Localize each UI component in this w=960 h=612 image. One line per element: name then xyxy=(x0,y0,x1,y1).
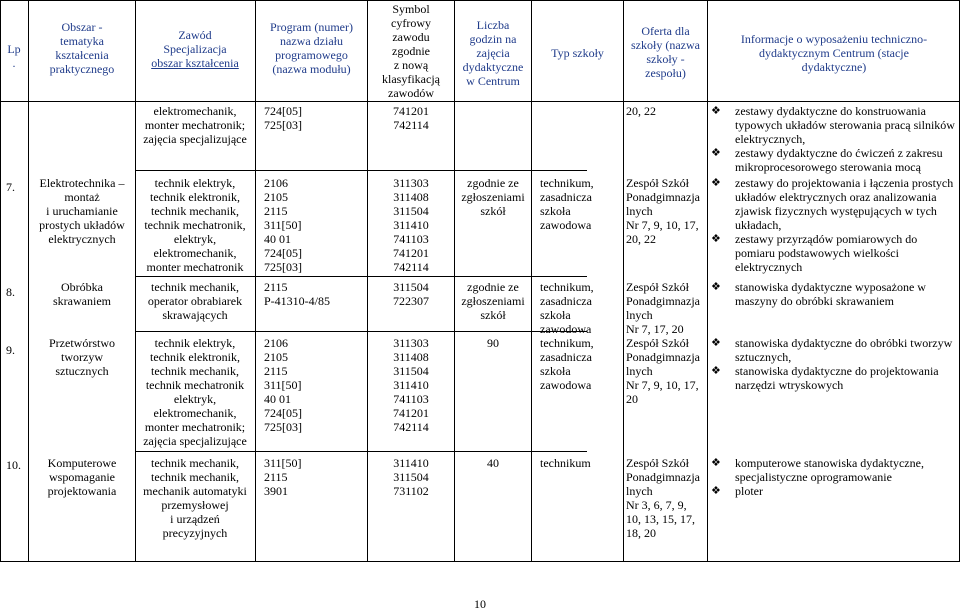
row-school: technikum, zasadnicza szkoła zawodowa xyxy=(540,280,594,336)
diamond-bullet-icon: ❖ xyxy=(711,337,721,349)
info-item: ❖ zestawy przyrządów pomiarowych do pomiaru podstawowych wielkości elektrycznych xyxy=(711,232,918,274)
col-divider xyxy=(707,0,708,562)
row-lp: 10. xyxy=(6,458,21,472)
row-info xyxy=(711,456,957,498)
diamond-bullet-icon: ❖ xyxy=(711,485,721,497)
diamond-bullet-icon: ❖ xyxy=(711,365,721,377)
row-divider xyxy=(135,331,587,332)
info-item: ❖ ploter xyxy=(711,484,763,498)
row-lp: 7. xyxy=(6,180,15,194)
table-border-bottom xyxy=(0,561,960,562)
row-symbol: 311410 311504 731102 xyxy=(393,456,429,498)
header-program: Program (numer) nazwa działu programowego (nazwa modułu) xyxy=(270,20,353,76)
diamond-bullet-icon: ❖ xyxy=(711,281,721,293)
col-divider xyxy=(367,0,368,562)
top-row-offer: 20, 22 xyxy=(626,104,656,118)
row-program: 2106 2105 2115 311[50] 40 01 724[05] 725[03] xyxy=(264,336,302,434)
row-divider xyxy=(135,170,587,171)
row-area: Przetwórstwo tworzyw sztucznych xyxy=(49,336,115,378)
header-symbol: Symbol cyfrowy zawodu zgodnie z nową klasyfikacją zawodów xyxy=(382,2,440,100)
col-divider xyxy=(0,0,1,562)
col-divider xyxy=(135,0,136,562)
header-info: Informacje o wyposażeniu techniczno- dydaktycznym Centrum (stacje dydaktyczne) xyxy=(740,32,928,74)
row-info xyxy=(711,336,957,392)
col-divider xyxy=(454,0,455,562)
row-lp: 9. xyxy=(6,343,15,357)
row-hours: zgodnie ze zgłoszeniami szkół xyxy=(461,280,525,322)
col-divider xyxy=(255,0,256,562)
row-area: Obróbka skrawaniem xyxy=(53,280,111,308)
row-school: technikum, zasadnicza szkoła zawodowa xyxy=(540,336,594,392)
info-item: ❖ komputerowe stanowiska dydaktyczne, specjalistyczne oprogramowanie xyxy=(711,456,924,484)
info-item: ❖ zestawy dydaktyczne do ćwiczeń z zakresu mikroprocesorowego sterowania mocą xyxy=(711,146,943,174)
header-profession: Zawód Specjalizacja xyxy=(163,28,227,56)
header-divider xyxy=(0,101,960,102)
row-offer: Zespół Szkół Ponadgimnazja lnych Nr 3, 6, 7, 9, 10, 13, 15, 17, 18, 20 xyxy=(626,456,700,540)
row-profession: technik mechanik, operator obrabiarek skrawających xyxy=(147,280,243,322)
header-school-type: Typ szkoły xyxy=(551,46,604,60)
info-item: ❖ stanowiska dydaktyczne do projektowania narzędzi wtryskowych xyxy=(711,364,939,392)
header-profession-sub: obszar kształcenia xyxy=(151,56,239,70)
row-profession: technik mechanik, technik mechanik, mechanik automatyki przemysłowej i urządzeń precyzyjnych xyxy=(143,456,247,540)
row-divider xyxy=(135,451,587,452)
row-area: Komputerowe wspomaganie projektowania xyxy=(47,456,117,498)
diamond-bullet-icon: ❖ xyxy=(711,457,721,469)
col-divider xyxy=(531,0,532,562)
header-lp: Lp . xyxy=(7,42,21,70)
row-program: 2115 P-41310-4/85 xyxy=(264,280,330,308)
top-row-symbol: 741201 742114 xyxy=(393,104,429,132)
row-program: 311[50] 2115 3901 xyxy=(264,456,302,498)
row-program: 2106 2105 2115 311[50] 40 01 724[05] 725[03] xyxy=(264,176,302,274)
row-hours: zgodnie ze zgłoszeniami szkół xyxy=(461,176,525,218)
diamond-bullet-icon: ❖ xyxy=(711,233,721,245)
diamond-bullet-icon: ❖ xyxy=(711,147,721,159)
diamond-bullet-icon: ❖ xyxy=(711,105,721,117)
row-offer: Zespół Szkół Ponadgimnazja lnych Nr 7, 9, 10, 17, 20 xyxy=(626,336,700,406)
page-number: 10 xyxy=(474,597,486,611)
row-symbol: 311303 311408 311504 311410 741103 741201 742114 xyxy=(393,336,429,434)
table-border-top xyxy=(0,0,960,1)
row-offer: Zespół Szkół Ponadgimnazja lnych Nr 7, 17, 20 xyxy=(626,280,700,336)
row-area: Elektrotechnika – montaż i uruchamianie prostych układów elektrycznych xyxy=(39,176,125,246)
top-row-profession: elektromechanik, monter mechatronik; zajęcia specjalizujące xyxy=(143,104,247,146)
header-offer: Oferta dla szkoły (nazwa szkoły - zespołu) xyxy=(631,24,700,80)
info-item: ❖ stanowiska dydaktyczne do obróbki tworzyw sztucznych, xyxy=(711,336,953,364)
row-symbol: 311504 722307 xyxy=(393,280,429,308)
header-hours: Liczba godzin na zajęcia dydaktyczne w Centrum xyxy=(462,18,524,88)
row-hours: 40 xyxy=(487,456,499,470)
row-hours: 90 xyxy=(487,336,499,350)
top-row-info xyxy=(711,104,957,174)
row-school: technikum xyxy=(540,456,591,470)
row-profession: technik elektryk, technik elektronik, technik mechanik, technik mechatronik, elektryk, elektromechanik, monter mechatronik xyxy=(144,176,246,274)
row-symbol: 311303 311408 311504 311410 741103 741201 742114 xyxy=(393,176,429,274)
row-offer: Zespół Szkół Ponadgimnazja lnych Nr 7, 9, 10, 17, 20, 22 xyxy=(626,176,700,246)
info-item: ❖ zestawy do projektowania i łączenia prostych układów elektrycznych oraz analizowania zjawisk fizycznych występujących w tych układach, xyxy=(711,176,954,232)
diamond-bullet-icon: ❖ xyxy=(711,177,721,189)
row-lp: 8. xyxy=(6,285,15,299)
row-profession: technik elektryk, technik elektronik, technik mechanik, technik mechatronik elektryk, elektromechanik, monter mechatronik; zajęcia specjalizujące xyxy=(143,336,247,448)
row-school: technikum, zasadnicza szkoła zawodowa xyxy=(540,176,594,232)
header-area: Obszar - tematyka kształcenia praktycznego xyxy=(49,20,115,76)
info-item: ❖ zestawy dydaktyczne do konstruowania typowych układów sterowania pracą silników elektrycznych, xyxy=(711,104,955,146)
row-divider xyxy=(135,276,587,277)
info-item: ❖ stanowiska dydaktyczne wyposażone w maszyny do obróbki skrawaniem xyxy=(711,280,926,308)
top-row-program: 724[05] 725[03] xyxy=(264,104,302,132)
row-info xyxy=(711,176,957,274)
row-info xyxy=(711,280,957,308)
